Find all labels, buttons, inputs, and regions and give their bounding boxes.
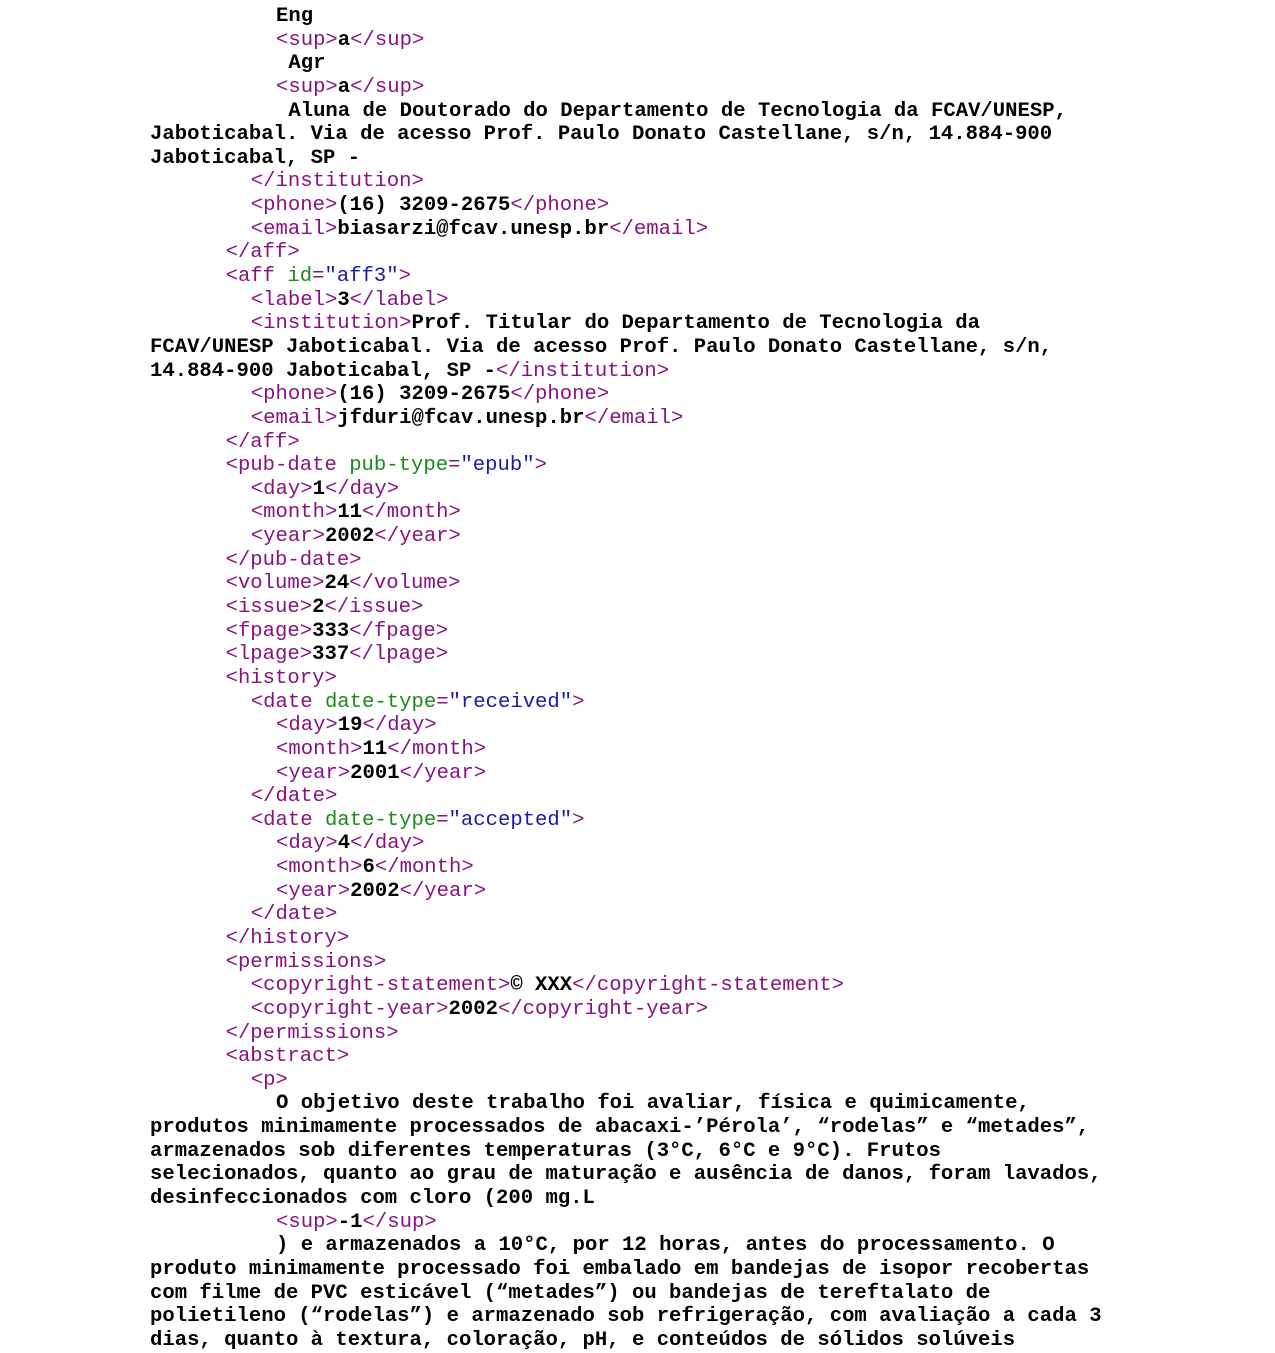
source-line: [150, 241, 1260, 265]
source-line: [150, 832, 1260, 856]
xml-tag: </sup>: [350, 75, 425, 99]
source-line: [150, 525, 1260, 549]
xml-tag: <copyright-year>: [250, 997, 449, 1021]
xml-tag: </volume>: [349, 572, 461, 596]
xml-tag: >: [398, 265, 411, 289]
xml-equals: =: [436, 808, 449, 832]
xml-attribute-value: "aff3": [324, 265, 399, 289]
xml-tag: </pub-date>: [225, 548, 362, 572]
source-line: [150, 289, 1260, 313]
xml-text: selecionados, quanto ao grau de maturação e ausência de danos, foram lavados,: [150, 1163, 1102, 1187]
xml-equals: =: [312, 265, 325, 289]
source-line: [150, 360, 1260, 384]
xml-tag: </year>: [399, 761, 487, 785]
xml-tag: <label>: [250, 288, 338, 312]
xml-tag: <history>: [225, 666, 337, 690]
xml-text: 19: [337, 714, 363, 738]
xml-tag: <month>: [250, 501, 338, 525]
xml-tag: </day>: [362, 714, 437, 738]
source-line: [150, 667, 1260, 691]
source-line: [150, 5, 1260, 29]
source-line: [150, 478, 1260, 502]
xml-text: 24: [324, 572, 350, 596]
xml-tag: <aff: [225, 265, 288, 289]
source-line: [150, 572, 1260, 596]
xml-tag: <day>: [250, 477, 313, 501]
source-line: [150, 218, 1260, 242]
source-line: [150, 52, 1260, 76]
source-line: [150, 170, 1260, 194]
xml-text: a: [337, 28, 351, 52]
xml-text: biasarzi@fcav.unesp.br: [337, 217, 610, 241]
source-line: [150, 1211, 1260, 1235]
xml-tag: <permissions>: [225, 950, 387, 974]
xml-attribute-value: "received": [448, 690, 573, 714]
xml-tag: </permissions>: [225, 1021, 399, 1045]
xml-tag: </copyright-statement>: [572, 974, 845, 998]
xml-tag: <email>: [250, 406, 338, 430]
xml-text: 3: [337, 288, 350, 312]
xml-text: ) e armazenados a 10°C, por 12 horas, antes do processamento. O: [276, 1234, 1055, 1258]
xml-tag: <day>: [276, 832, 338, 856]
xml-tag: </month>: [387, 737, 487, 761]
xml-attribute-value: "accepted": [448, 808, 573, 832]
source-line: [150, 431, 1260, 455]
xml-tag: <pub-date: [225, 454, 350, 478]
xml-tag: <year>: [276, 761, 351, 785]
source-line: [150, 312, 1260, 336]
xml-equals: =: [448, 454, 461, 478]
source-line: [150, 194, 1260, 218]
xml-text: polietileno (“rodelas”) e armazenado sob refrigeração, com avaliação a cada 3: [150, 1305, 1102, 1329]
source-line: [150, 265, 1260, 289]
xml-tag: </day>: [350, 832, 425, 856]
xml-tag: <copyright-statement>: [250, 974, 511, 998]
xml-tag: </email>: [584, 406, 684, 430]
source-line: [150, 407, 1260, 431]
xml-tag: </history>: [225, 926, 350, 950]
xml-text: 337: [312, 643, 350, 667]
xml-tag: >: [534, 454, 547, 478]
xml-tag: <sup>: [276, 28, 338, 52]
source-line: [150, 880, 1260, 904]
xml-text: produto minimamente processado foi embalado em bandejas de isopor recobertas: [150, 1257, 1090, 1281]
xml-text: Eng: [276, 5, 314, 28]
xml-tag: </label>: [349, 288, 449, 312]
xml-text: O objetivo deste trabalho foi avaliar, física e quimicamente,: [276, 1092, 1030, 1116]
source-line: [150, 1116, 1260, 1140]
xml-text: 2002: [448, 997, 498, 1021]
xml-tag: </phone>: [510, 194, 610, 218]
xml-tag: <abstract>: [225, 1045, 350, 1069]
xml-text: Jaboticabal, SP -: [150, 146, 361, 170]
xml-tag: </date>: [250, 903, 338, 927]
xml-text: (16) 3209-2675: [337, 194, 511, 218]
source-line: [150, 951, 1260, 975]
source-line: [150, 336, 1260, 360]
xml-text: FCAV/UNESP Jaboticabal. Via de acesso Prof. Paulo Donato Castellane, s/n,: [150, 335, 1053, 359]
xml-tag: <issue>: [225, 596, 313, 620]
xml-attribute-name: pub-type: [349, 454, 449, 478]
source-line: [150, 1234, 1260, 1258]
xml-text: 6: [362, 856, 375, 880]
xml-tag: </year>: [399, 879, 487, 903]
source-line: [150, 1282, 1260, 1306]
xml-tag: <p>: [250, 1068, 288, 1092]
xml-tag: >: [572, 808, 585, 832]
source-line: [150, 974, 1260, 998]
xml-tag: </month>: [374, 856, 474, 880]
source-line: [150, 620, 1260, 644]
xml-tag: </aff>: [225, 430, 300, 454]
source-line: [150, 738, 1260, 762]
source-line: [150, 714, 1260, 738]
xml-attribute-name: date-type: [324, 808, 437, 832]
xml-text: 333: [312, 619, 350, 643]
source-line: [150, 1092, 1260, 1116]
xml-tag: </day>: [324, 477, 400, 501]
xml-text: dias, quanto à textura, coloração, pH, e conteúdos de sólidos solúveis: [150, 1328, 1016, 1352]
xml-tag: </sup>: [350, 28, 425, 52]
xml-text: (16) 3209-2675: [337, 383, 511, 407]
xml-text: Jaboticabal. Via de acesso Prof. Paulo Donato Castellane, s/n, 14.884-900: [150, 123, 1053, 147]
source-line: [150, 1258, 1260, 1282]
xml-source-view: [150, 5, 1260, 1353]
xml-equals: =: [436, 690, 449, 714]
xml-text: 2001: [350, 761, 400, 785]
xml-attribute-value: "epub": [460, 454, 535, 478]
xml-tag: </aff>: [225, 241, 300, 265]
xml-tag: <date: [250, 690, 325, 714]
xml-text: armazenados sob diferentes temperaturas (3°C, 6°C e 9°C). Frutos: [150, 1139, 941, 1163]
source-line: [150, 383, 1260, 407]
xml-attribute-name: date-type: [324, 690, 437, 714]
source-line: [150, 691, 1260, 715]
xml-text: 1: [312, 477, 325, 501]
xml-attribute-name: id: [287, 265, 313, 289]
source-line: [150, 29, 1260, 53]
xml-text: jfduri@fcav.unesp.br: [337, 406, 585, 430]
xml-tag: </phone>: [510, 383, 610, 407]
xml-text: desinfeccionados com cloro (200 mg.L: [150, 1187, 595, 1211]
source-line: [150, 1045, 1260, 1069]
xml-tag: </sup>: [362, 1210, 437, 1234]
xml-text: 2002: [324, 525, 375, 549]
source-line: [150, 903, 1260, 927]
source-line: [150, 643, 1260, 667]
xml-text: Prof. Titular do Departamento de Tecnologia da: [411, 312, 980, 336]
source-line: [150, 927, 1260, 951]
xml-text: a: [337, 75, 351, 99]
xml-text: © XXX: [510, 974, 573, 998]
xml-tag: <month>: [276, 856, 363, 880]
xml-tag: <phone>: [250, 194, 338, 218]
xml-tag: <volume>: [225, 572, 325, 596]
source-line: [150, 1022, 1260, 1046]
source-line: [150, 1069, 1260, 1093]
xml-tag: <phone>: [250, 383, 338, 407]
xml-tag: </month>: [362, 501, 461, 525]
source-line: [150, 100, 1260, 124]
xml-tag: </lpage>: [349, 643, 449, 667]
xml-tag: <month>: [276, 737, 363, 761]
source-line: [150, 1163, 1260, 1187]
xml-text: com filme de PVC esticável (“metades”) ou bandejas de tereftalato de: [150, 1281, 991, 1305]
source-line: [150, 501, 1260, 525]
source-line: [150, 549, 1260, 573]
source-line: [150, 454, 1260, 478]
xml-text: 14.884-900 Jaboticabal, SP -: [150, 359, 497, 383]
xml-tag: <sup>: [276, 1210, 338, 1234]
xml-tag: </institution>: [250, 170, 424, 194]
source-line: [150, 596, 1260, 620]
source-line: [150, 998, 1260, 1022]
source-line: [150, 147, 1260, 171]
xml-text: 11: [337, 501, 363, 525]
source-line: [150, 1187, 1260, 1211]
source-line: [150, 1305, 1260, 1329]
xml-tag: </issue>: [324, 596, 424, 620]
xml-tag: <institution>: [250, 312, 412, 336]
xml-tag: </institution>: [496, 359, 670, 383]
source-line: [150, 809, 1260, 833]
xml-tag: <day>: [276, 714, 338, 738]
xml-tag: <year>: [276, 879, 351, 903]
source-line: [150, 1140, 1260, 1164]
xml-text: produtos minimamente processados de abacaxi-’Pérola’, “rodelas” e “metades”,: [150, 1116, 1090, 1140]
xml-tag: </email>: [609, 217, 709, 241]
source-line: [150, 123, 1260, 147]
source-line: [150, 1329, 1260, 1353]
xml-tag: <year>: [250, 525, 325, 549]
xml-text: 2: [312, 596, 325, 620]
source-line: [150, 762, 1260, 786]
xml-tag: <date: [250, 808, 325, 832]
xml-tag: <fpage>: [225, 619, 313, 643]
xml-tag: >: [572, 690, 585, 714]
xml-tag: </date>: [250, 785, 338, 809]
xml-text: 4: [337, 832, 351, 856]
xml-tag: <lpage>: [225, 643, 313, 667]
xml-text: 11: [362, 737, 388, 761]
xml-tag: <sup>: [276, 75, 338, 99]
xml-text: Aluna de Doutorado do Departamento de Tecnologia da FCAV/UNESP,: [276, 99, 1067, 123]
source-line: [150, 856, 1260, 880]
xml-tag: </copyright-year>: [497, 997, 709, 1021]
xml-tag: </fpage>: [349, 619, 449, 643]
xml-tag: </year>: [374, 525, 461, 549]
xml-text: -1: [337, 1210, 363, 1234]
xml-text: Agr: [276, 52, 326, 76]
xml-tag: <email>: [250, 217, 338, 241]
xml-text: 2002: [350, 879, 400, 903]
source-line: [150, 76, 1260, 100]
source-line: [150, 785, 1260, 809]
